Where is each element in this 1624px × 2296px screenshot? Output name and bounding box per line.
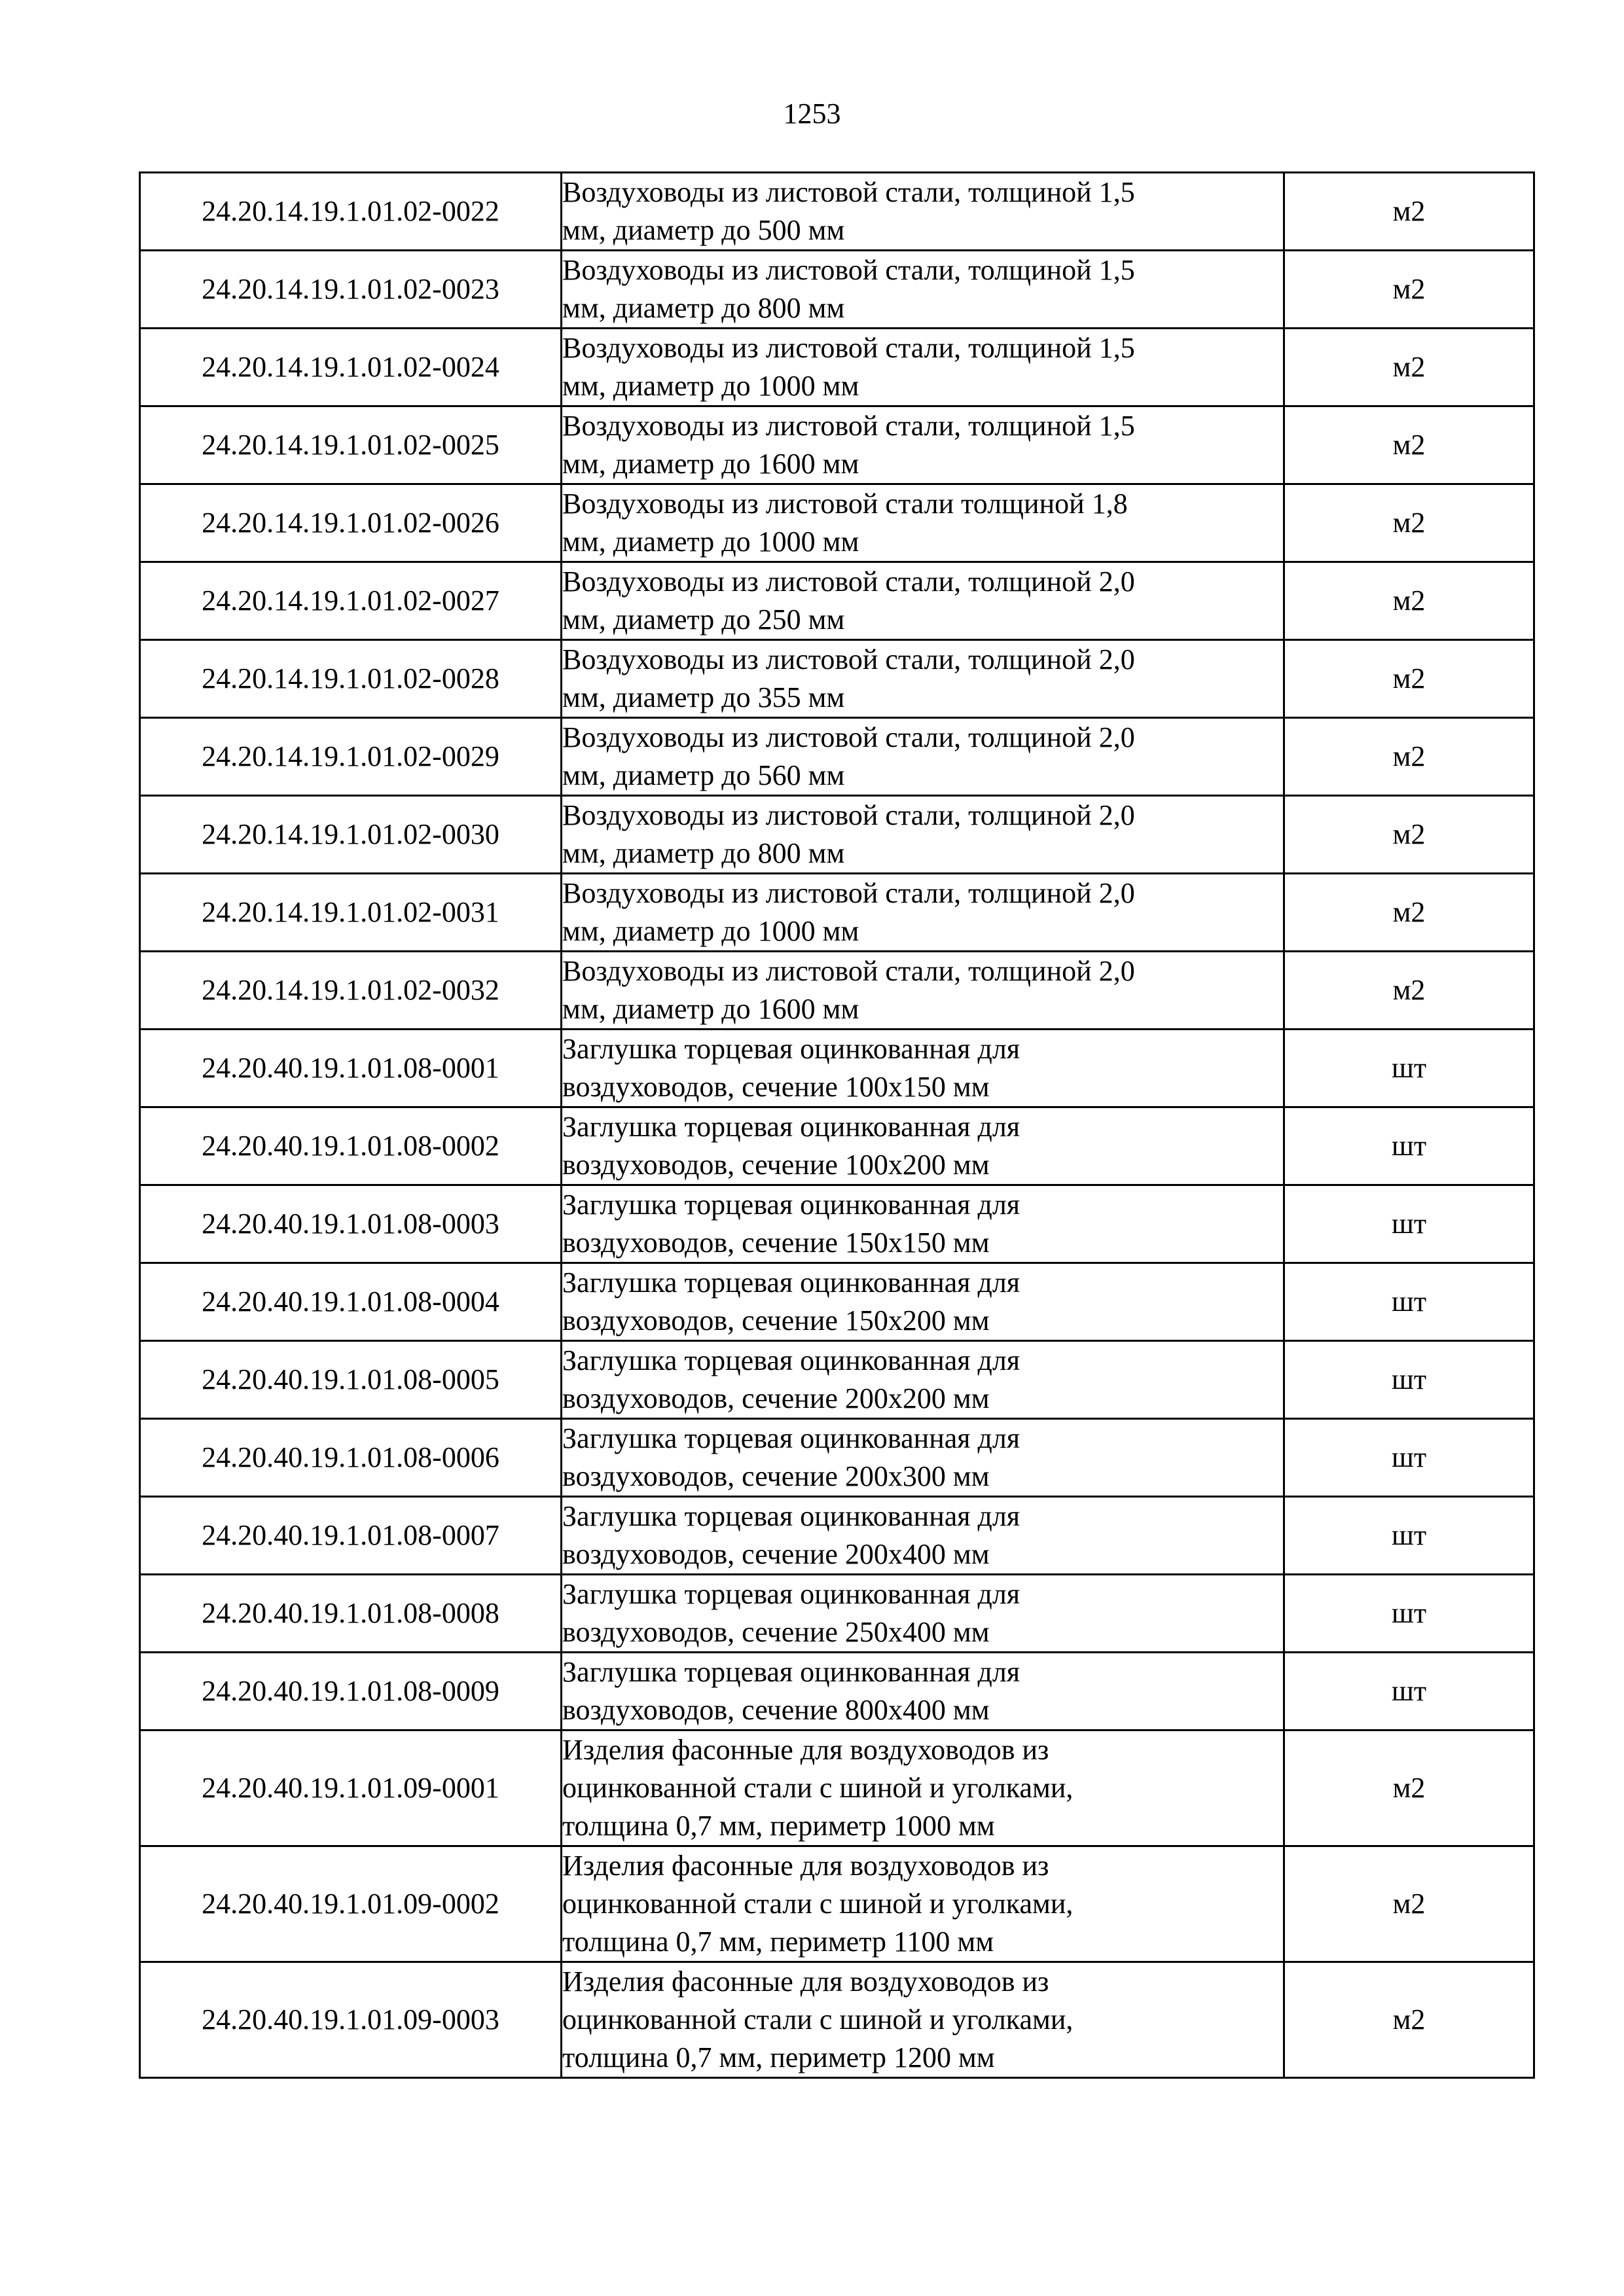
page-number: 1253 xyxy=(783,98,841,130)
resource-code-cell: 24.20.40.19.1.01.08-0006 xyxy=(140,1419,562,1497)
resource-name-line: Изделия фасонные для воздуховодов из xyxy=(562,1850,1049,1882)
resource-name-cell xyxy=(562,1575,1284,1653)
resource-name-line: Заглушка торцевая оцинкованная для xyxy=(562,1500,1020,1532)
resource-name-line: Заглушка торцевая оцинкованная для xyxy=(562,1344,1020,1376)
unit-cell: м2 xyxy=(1284,952,1534,1030)
resource-name-line: мм, диаметр до 500 мм xyxy=(562,214,845,246)
table-row xyxy=(140,1962,1534,2078)
resource-name-line: толщина 0,7 мм, периметр 1000 мм xyxy=(562,1810,995,1842)
resource-name-line: мм, диаметр до 250 мм xyxy=(562,603,845,636)
unit-cell: шт xyxy=(1284,1653,1534,1731)
table-row xyxy=(140,1030,1534,1107)
resource-name-line: Заглушка торцевая оцинкованная для xyxy=(562,1656,1020,1688)
resource-name-line: воздуховодов, сечение 200х200 мм xyxy=(562,1382,990,1414)
resource-code-cell: 24.20.14.19.1.01.02-0031 xyxy=(140,874,562,952)
resource-code-cell: 24.20.40.19.1.01.08-0004 xyxy=(140,1263,562,1341)
unit-cell: м2 xyxy=(1284,874,1534,952)
resource-name-line: воздуховодов, сечение 800х400 мм xyxy=(562,1694,990,1726)
resource-name-line: Воздуховоды из листовой стали, толщиной 2,0 xyxy=(562,877,1135,909)
resource-code-cell: 24.20.40.19.1.01.08-0008 xyxy=(140,1575,562,1653)
unit-cell: м2 xyxy=(1284,640,1534,718)
unit-cell: м2 xyxy=(1284,406,1534,484)
resource-name-line: мм, диаметр до 1000 мм xyxy=(562,370,859,402)
unit-cell: шт xyxy=(1284,1575,1534,1653)
resource-name-line: мм, диаметр до 1000 мм xyxy=(562,915,859,947)
table-row xyxy=(140,952,1534,1030)
unit-cell: м2 xyxy=(1284,562,1534,640)
resource-name-cell xyxy=(562,562,1284,640)
resource-name-cell xyxy=(562,1185,1284,1263)
unit-cell: шт xyxy=(1284,1419,1534,1497)
unit-cell: м2 xyxy=(1284,1962,1534,2078)
resource-code-cell: 24.20.40.19.1.01.08-0003 xyxy=(140,1185,562,1263)
unit-cell: м2 xyxy=(1284,796,1534,874)
resource-code-cell: 24.20.14.19.1.01.02-0029 xyxy=(140,718,562,796)
resource-name-line: Изделия фасонные для воздуховодов из xyxy=(562,1734,1049,1766)
unit-cell: м2 xyxy=(1284,1731,1534,1846)
resource-name-cell xyxy=(562,1846,1284,1962)
unit-cell: м2 xyxy=(1284,718,1534,796)
resource-code-cell: 24.20.14.19.1.01.02-0024 xyxy=(140,329,562,406)
resource-name-cell xyxy=(562,1731,1284,1846)
resource-name-cell xyxy=(562,1107,1284,1185)
resource-name-line: мм, диаметр до 1000 мм xyxy=(562,526,859,558)
resource-name-line: Воздуховоды из листовой стали, толщиной 2,0 xyxy=(562,955,1135,987)
resource-name-line: оцинкованной стали с шиной и уголками, xyxy=(562,1888,1074,1920)
resource-name-line: мм, диаметр до 800 мм xyxy=(562,837,845,869)
unit-cell: м2 xyxy=(1284,1846,1534,1962)
resource-name-cell xyxy=(562,406,1284,484)
resource-name-cell xyxy=(562,1030,1284,1107)
resource-code-cell: 24.20.40.19.1.01.08-0007 xyxy=(140,1497,562,1575)
resource-code-cell: 24.20.40.19.1.01.09-0001 xyxy=(140,1731,562,1846)
resource-name-line: Заглушка торцевая оцинкованная для xyxy=(562,1189,1020,1221)
table-row xyxy=(140,796,1534,874)
unit-cell: шт xyxy=(1284,1185,1534,1263)
resource-name-line: толщина 0,7 мм, периметр 1100 мм xyxy=(562,1926,994,1958)
resource-name-line: Воздуховоды из листовой стали, толщиной 1,5 xyxy=(562,332,1135,364)
resource-code-cell: 24.20.40.19.1.01.09-0002 xyxy=(140,1846,562,1962)
resource-name-cell xyxy=(562,1497,1284,1575)
resource-name-cell xyxy=(562,1263,1284,1341)
resource-name-line: мм, диаметр до 1600 мм xyxy=(562,448,859,480)
resource-name-cell xyxy=(562,1341,1284,1419)
table-row xyxy=(140,1653,1534,1731)
table-row xyxy=(140,329,1534,406)
unit-cell: м2 xyxy=(1284,329,1534,406)
resource-code-cell: 24.20.40.19.1.01.09-0003 xyxy=(140,1962,562,2078)
resource-code-cell: 24.20.40.19.1.01.08-0002 xyxy=(140,1107,562,1185)
resource-name-line: оцинкованной стали с шиной и уголками, xyxy=(562,1772,1074,1804)
resource-name-line: воздуховодов, сечение 250х400 мм xyxy=(562,1616,990,1648)
resource-name-line: Изделия фасонные для воздуховодов из xyxy=(562,1965,1049,1998)
resource-name-line: толщина 0,7 мм, периметр 1200 мм xyxy=(562,2041,995,2073)
unit-cell: м2 xyxy=(1284,484,1534,562)
resource-name-cell xyxy=(562,484,1284,562)
resource-name-cell xyxy=(562,251,1284,329)
table-row xyxy=(140,1419,1534,1497)
unit-cell: шт xyxy=(1284,1107,1534,1185)
resource-name-line: Воздуховоды из листовой стали, толщиной 2,0 xyxy=(562,643,1135,675)
table-row xyxy=(140,1263,1534,1341)
table-row xyxy=(140,874,1534,952)
resource-name-line: воздуховодов, сечение 200х300 мм xyxy=(562,1460,990,1492)
table-row xyxy=(140,173,1534,251)
unit-cell: м2 xyxy=(1284,173,1534,251)
resource-name-line: Заглушка торцевая оцинкованная для xyxy=(562,1033,1020,1065)
table-row xyxy=(140,406,1534,484)
resource-name-line: воздуховодов, сечение 150х150 мм xyxy=(562,1227,990,1259)
resource-table-body xyxy=(140,173,1534,2078)
resource-name-line: воздуховодов, сечение 100х150 мм xyxy=(562,1071,990,1103)
resource-name-line: мм, диаметр до 1600 мм xyxy=(562,993,859,1025)
unit-cell: шт xyxy=(1284,1341,1534,1419)
resource-name-line: оцинкованной стали с шиной и уголками, xyxy=(562,2003,1074,2036)
table-row xyxy=(140,251,1534,329)
table-row xyxy=(140,1731,1534,1846)
resource-name-cell xyxy=(562,874,1284,952)
resource-name-cell xyxy=(562,329,1284,406)
resource-code-cell: 24.20.14.19.1.01.02-0028 xyxy=(140,640,562,718)
resource-name-line: Заглушка торцевая оцинкованная для xyxy=(562,1578,1020,1610)
resource-name-line: Заглушка торцевая оцинкованная для xyxy=(562,1111,1020,1143)
resource-name-cell xyxy=(562,952,1284,1030)
table-row xyxy=(140,640,1534,718)
resource-table xyxy=(139,171,1535,2079)
resource-name-line: Воздуховоды из листовой стали, толщиной 2,0 xyxy=(562,721,1135,753)
resource-code-cell: 24.20.14.19.1.01.02-0025 xyxy=(140,406,562,484)
resource-name-line: Заглушка торцевая оцинкованная для xyxy=(562,1266,1020,1299)
resource-code-cell: 24.20.14.19.1.01.02-0027 xyxy=(140,562,562,640)
resource-code-cell: 24.20.14.19.1.01.02-0023 xyxy=(140,251,562,329)
table-row xyxy=(140,718,1534,796)
resource-name-line: Воздуховоды из листовой стали, толщиной 1,5 xyxy=(562,410,1135,442)
table-row xyxy=(140,1575,1534,1653)
resource-name-line: воздуховодов, сечение 200х400 мм xyxy=(562,1538,990,1570)
resource-name-line: воздуховодов, сечение 100х200 мм xyxy=(562,1149,990,1181)
resource-name-line: воздуховодов, сечение 150х200 мм xyxy=(562,1304,990,1336)
resource-code-cell: 24.20.14.19.1.01.02-0022 xyxy=(140,173,562,251)
resource-name-line: Воздуховоды из листовой стали толщиной 1,8 xyxy=(562,488,1128,520)
table-row xyxy=(140,1107,1534,1185)
resource-name-line: мм, диаметр до 800 мм xyxy=(562,292,845,324)
resource-code-cell: 24.20.40.19.1.01.08-0005 xyxy=(140,1341,562,1419)
table-row xyxy=(140,484,1534,562)
resource-code-cell: 24.20.40.19.1.01.08-0009 xyxy=(140,1653,562,1731)
resource-code-cell: 24.20.40.19.1.01.08-0001 xyxy=(140,1030,562,1107)
resource-name-line: мм, диаметр до 560 мм xyxy=(562,759,845,791)
resource-code-cell: 24.20.14.19.1.01.02-0026 xyxy=(140,484,562,562)
resource-code-cell: 24.20.14.19.1.01.02-0032 xyxy=(140,952,562,1030)
resource-name-cell xyxy=(562,1419,1284,1497)
table-row xyxy=(140,1341,1534,1419)
unit-cell: шт xyxy=(1284,1497,1534,1575)
resource-name-cell xyxy=(562,640,1284,718)
resource-name-line: Воздуховоды из листовой стали, толщиной 1,5 xyxy=(562,176,1135,208)
unit-cell: м2 xyxy=(1284,251,1534,329)
resource-name-line: Воздуховоды из листовой стали, толщиной 1,5 xyxy=(562,254,1135,286)
unit-cell: шт xyxy=(1284,1263,1534,1341)
resource-code-cell: 24.20.14.19.1.01.02-0030 xyxy=(140,796,562,874)
resource-name-line: Воздуховоды из листовой стали, толщиной 2,0 xyxy=(562,799,1135,831)
resource-name-line: Заглушка торцевая оцинкованная для xyxy=(562,1422,1020,1454)
table-row xyxy=(140,562,1534,640)
table-row xyxy=(140,1185,1534,1263)
table-row xyxy=(140,1846,1534,1962)
resource-name-cell xyxy=(562,796,1284,874)
resource-name-cell xyxy=(562,1962,1284,2078)
resource-name-line: Воздуховоды из листовой стали, толщиной 2,0 xyxy=(562,565,1135,598)
table-row xyxy=(140,1497,1534,1575)
unit-cell: шт xyxy=(1284,1030,1534,1107)
resource-name-cell xyxy=(562,718,1284,796)
resource-name-cell xyxy=(562,1653,1284,1731)
resource-name-line: мм, диаметр до 355 мм xyxy=(562,681,845,713)
resource-name-cell xyxy=(562,173,1284,251)
